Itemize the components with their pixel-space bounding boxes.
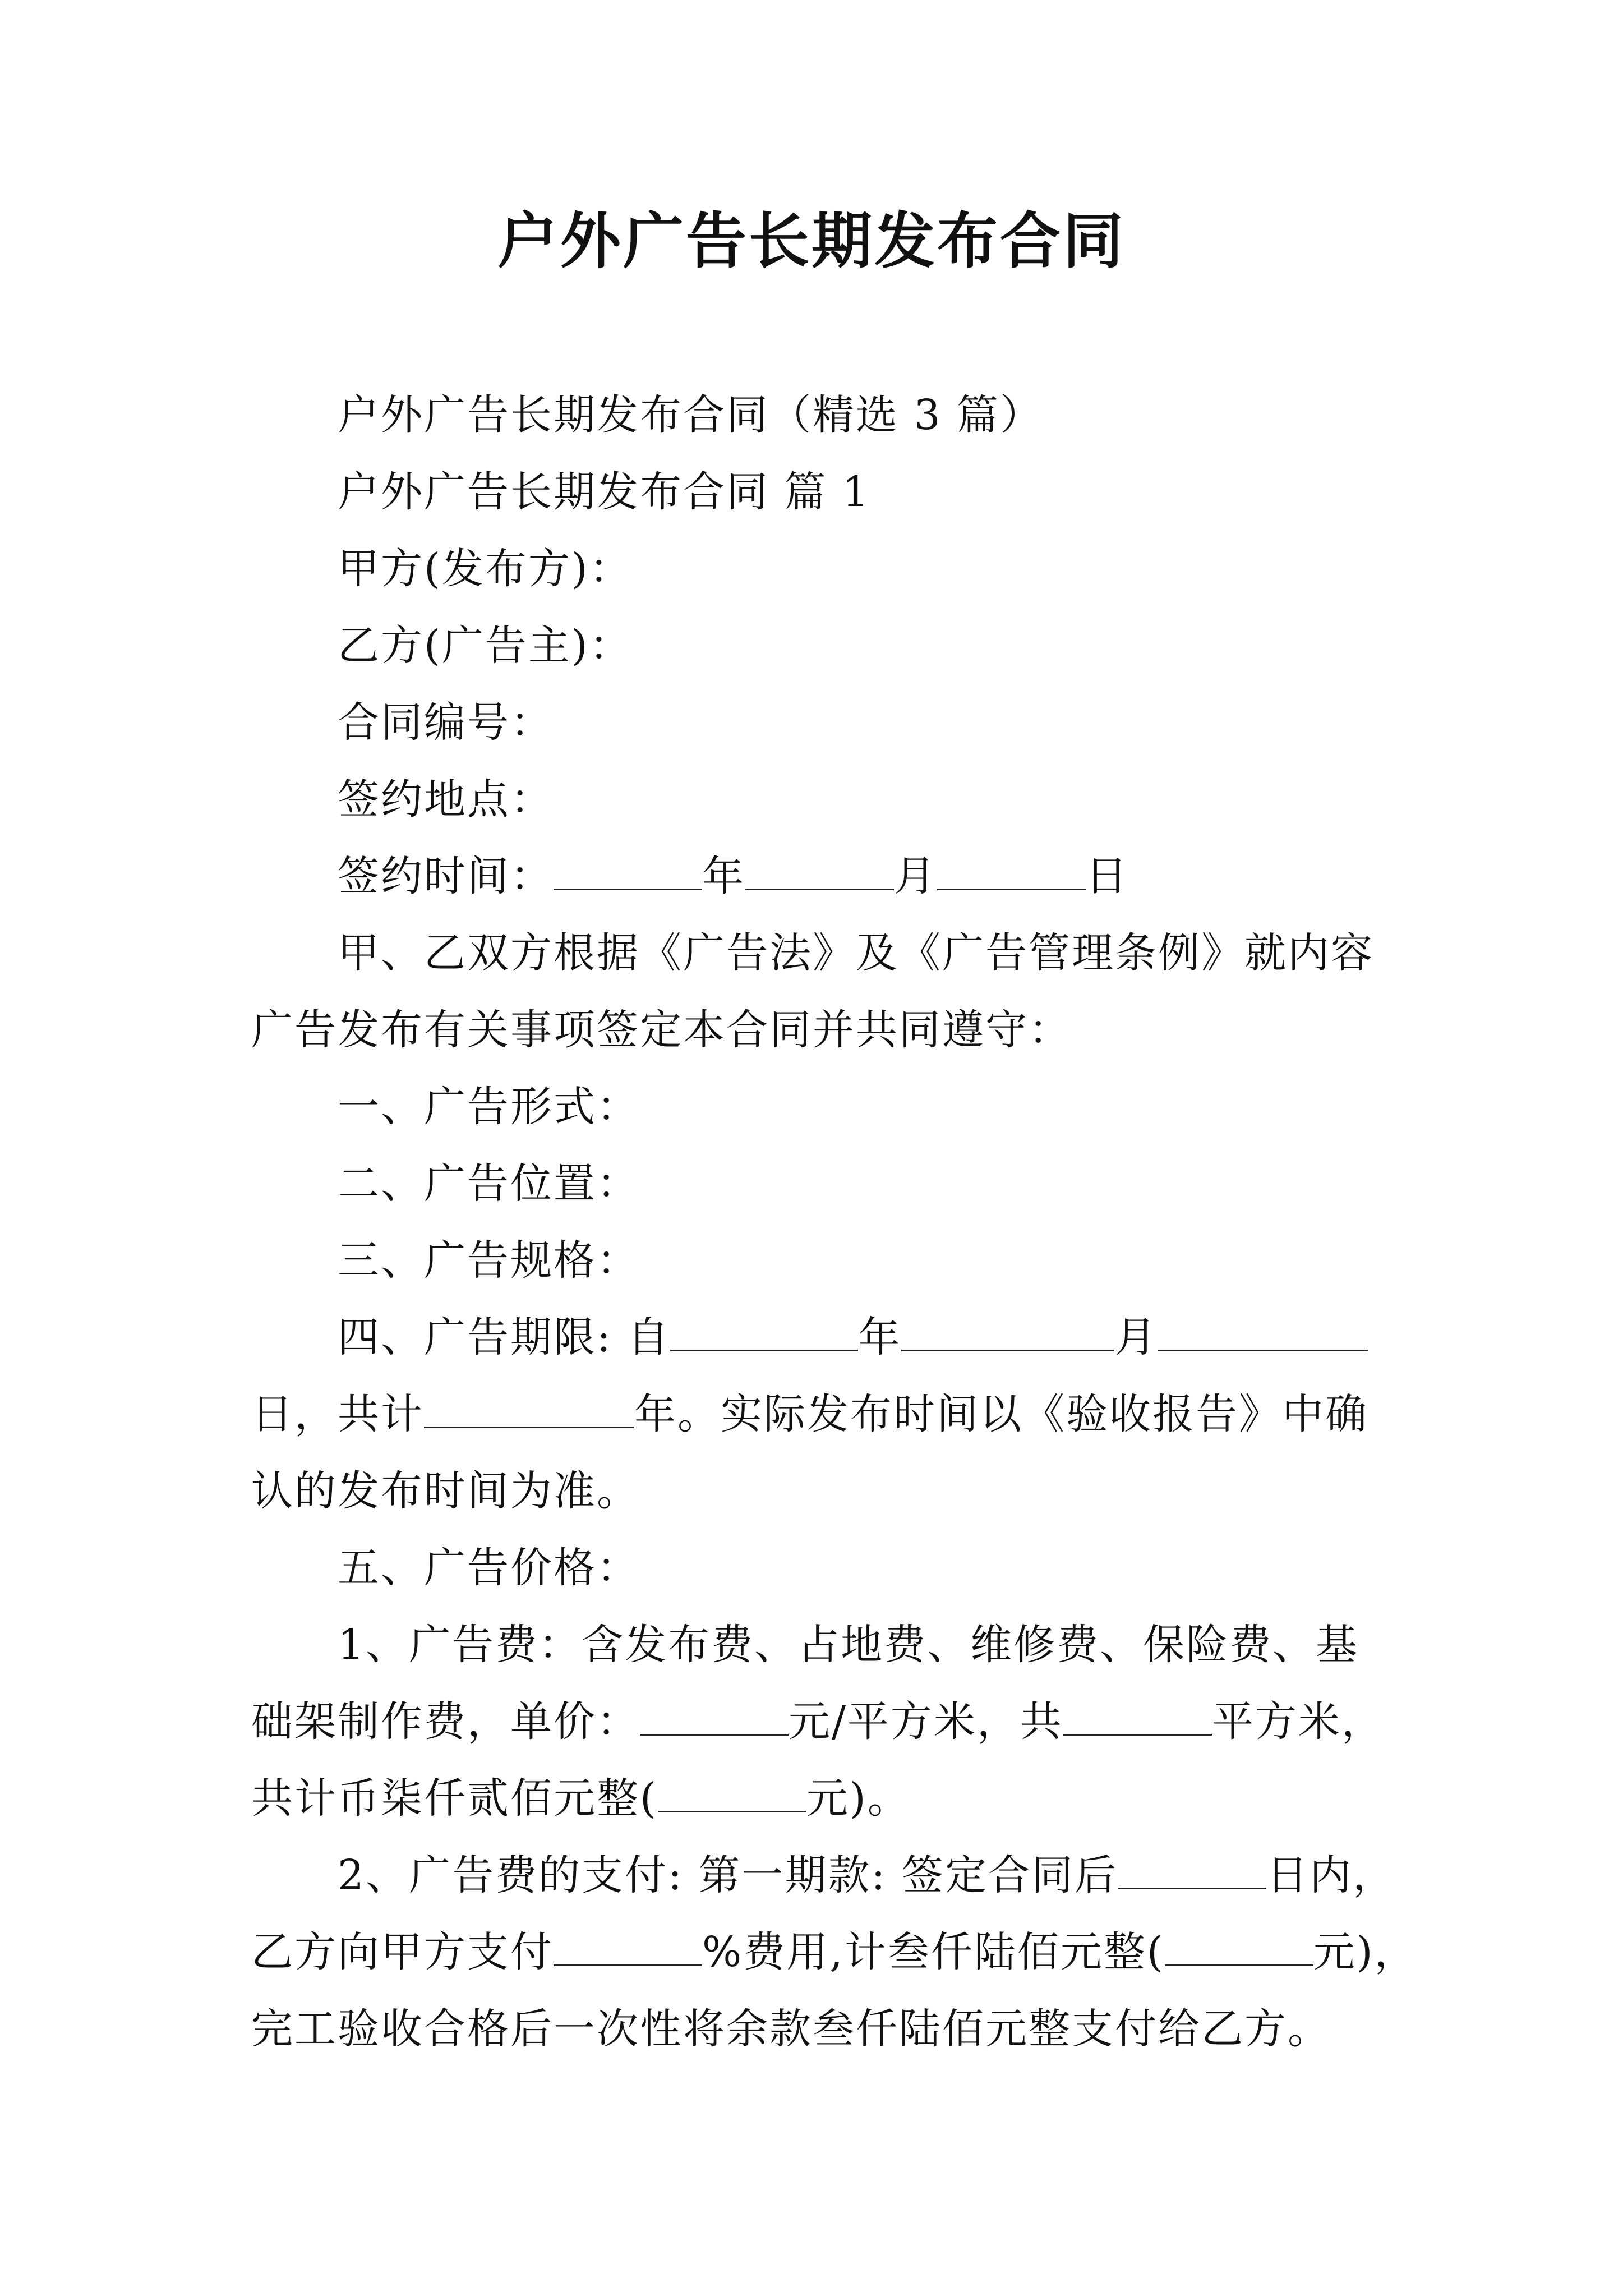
payment-days-blank: [1118, 1848, 1266, 1889]
section-heading: 户外广告长期发布合同 篇 1: [338, 468, 871, 516]
document-title: 户外广告长期发布合同: [497, 206, 1126, 277]
period-year-unit: 年: [858, 1313, 902, 1361]
sign-year-unit: 年: [702, 852, 745, 900]
payment-percent-text: %费用,计叁仟陆佰元整(: [702, 1928, 1165, 1976]
payment-percent-blank: [554, 1925, 702, 1966]
payment-line-3: 完工验收合格后一次性将余款叁仟陆佰元整支付给乙方。: [251, 2005, 1331, 2053]
payment-line-1: [251, 1837, 1396, 1914]
clause-ad-form: 一、广告形式：: [338, 1083, 640, 1131]
clause-ad-period-line-2: [251, 1376, 1378, 1453]
period-total-blank: [424, 1387, 634, 1428]
sign-place-field: 签约地点：: [338, 775, 554, 823]
payment-line-2: [251, 1914, 1418, 1991]
area-unit: 平方米，: [1211, 1697, 1385, 1746]
payment-amount-unit: 元)，: [1313, 1928, 1418, 1976]
intro-paragraph-line-1: 甲、乙双方根据《广告法》及《广告管理条例》就内容: [338, 929, 1374, 977]
period-day-blank: [1158, 1310, 1368, 1351]
period-month-blank: [901, 1310, 1114, 1351]
unit-price-label: 础架制作费，单价：: [251, 1697, 640, 1746]
payment-party-label: 乙方向甲方支付: [251, 1928, 554, 1976]
fee-line-3: [251, 1760, 1378, 1837]
intro-paragraph-line-2: 广告发布有关事项签定本合同并共同遵守：: [251, 1006, 1072, 1054]
fee-line-1: 1、广告费：含发布费、占地费、维修费、保险费、基: [338, 1621, 1359, 1669]
total-amount-label: 共计币柒仟贰佰元整(: [251, 1774, 658, 1823]
sign-month-blank: [745, 849, 894, 890]
sign-month-unit: 月: [894, 852, 937, 900]
total-amount-unit: 元)。: [806, 1774, 911, 1823]
payment-first-label: 2、广告费的支付: 第一期款: 签定合同后: [338, 1851, 1118, 1899]
contract-number-field: 合同编号：: [338, 698, 554, 747]
ad-period-label: 四、广告期限: 自: [338, 1313, 671, 1361]
sign-day-blank: [937, 849, 1086, 890]
period-year-blank: [670, 1310, 858, 1351]
sign-time-field: [251, 838, 1378, 915]
payment-amount-blank: [1165, 1925, 1313, 1966]
party-b-field: 乙方(广告主)：: [338, 622, 633, 670]
unit-price-blank: [640, 1695, 789, 1736]
period-month-unit: 月: [1114, 1313, 1158, 1361]
clause-ad-position: 二、广告位置：: [338, 1159, 640, 1208]
payment-days-unit: 日内，: [1266, 1851, 1396, 1899]
party-a-field: 甲方(发布方)：: [338, 545, 633, 593]
clause-ad-price: 五、广告价格：: [338, 1544, 640, 1592]
period-total-label: 日，共计: [251, 1390, 424, 1438]
sign-time-label: 签约时间：: [338, 852, 554, 900]
document-subtitle: 户外广告长期发布合同（精选 3 篇）: [338, 391, 1044, 439]
unit-price-unit: 元/平方米，共: [789, 1697, 1063, 1746]
fee-line-2: [251, 1683, 1385, 1760]
clause-ad-period-line-3: 认的发布时间为准。: [251, 1467, 640, 1515]
period-tail-text: 年。实际发布时间以《验收报告》中确: [634, 1390, 1368, 1438]
clause-ad-period-line-1: [251, 1299, 1378, 1376]
area-blank: [1063, 1695, 1212, 1736]
clause-ad-size: 三、广告规格：: [338, 1236, 640, 1285]
total-amount-blank: [658, 1772, 806, 1812]
document-body: [251, 377, 1418, 2068]
sign-year-blank: [554, 849, 702, 890]
sign-day-unit: 日: [1086, 852, 1129, 900]
